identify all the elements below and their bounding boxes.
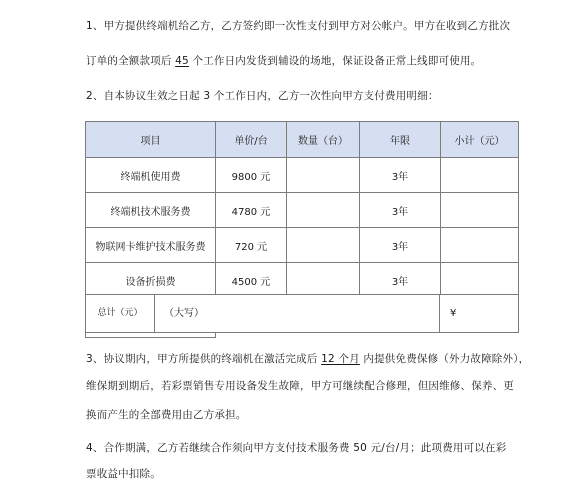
header-price: 单价/台: [216, 122, 287, 158]
cell-price: 720 元: [216, 228, 287, 263]
clause-4-line-2: 票收益中扣除。: [86, 468, 161, 480]
clause-3-line-3: 换而产生的全部费用由乙方承担。: [86, 409, 247, 421]
table-row: [86, 228, 519, 263]
cell-item: 物联网卡维护技术服务费: [86, 228, 216, 263]
header-qty: 数量（台）: [287, 122, 360, 158]
cell-item: 终端机使用费: [86, 158, 216, 193]
cell-subtotal: [441, 158, 519, 193]
cell-qty: [287, 263, 360, 298]
clause-3-line-1: [86, 345, 530, 373]
clause-3-text-b: 内提供免费保修（外力故障除外），: [363, 353, 530, 365]
cell-years: 3年: [360, 228, 441, 263]
cell-price: 4500 元: [216, 263, 287, 298]
total-row-overlay: [85, 294, 519, 333]
clause-1-text-a: 订单的全额款项后: [86, 55, 172, 67]
clause-1-line-1: 1、甲方提供终端机给乙方，乙方签约即一次性支付到甲方对公帐户。甲方在收到乙方批次: [86, 20, 511, 32]
table-row: [86, 158, 519, 193]
table-row: [86, 263, 519, 298]
clause-3-text-a: 3、协议期内，甲方所提供的终端机在激活完成后: [86, 353, 318, 365]
clause-1-line-2: [86, 47, 506, 75]
clause-4-line-1: 4、合作期满，乙方若继续合作须向甲方支付技术服务费 50 元/台/月；此项费用可以在彩: [86, 442, 507, 454]
table-row: [86, 193, 519, 228]
total-label: 总计（元）: [86, 295, 155, 332]
clause-3-line-2: 维保期到期后，若彩票销售专用设备发生故障，甲方可继续配合修理，但因维修、保养、更: [86, 380, 514, 392]
clause-2: 2、自本协议生效之日起 3 个工作日内，乙方一次性向甲方支付费用明细：: [86, 90, 439, 102]
cell-subtotal: [441, 193, 519, 228]
total-daxie: （大写）: [154, 295, 440, 332]
table-header-row: [86, 122, 519, 158]
cell-qty: [287, 228, 360, 263]
cell-price: 4780 元: [216, 193, 287, 228]
cell-item: 设备折损费: [86, 263, 216, 298]
cell-years: 3年: [360, 263, 441, 298]
header-item: 项目: [86, 122, 216, 158]
cell-price: 9800 元: [216, 158, 287, 193]
clause-1-text-b: 个工作日内发货到辅设的场地，保证设备正常上线即可使用。: [192, 55, 482, 67]
header-years: 年限: [360, 122, 441, 158]
cell-subtotal: [441, 228, 519, 263]
cell-qty: [287, 158, 360, 193]
total-yen: ¥: [450, 308, 457, 319]
cell-item: 终端机技术服务费: [86, 193, 216, 228]
clause-3-term: 12 个月: [321, 353, 360, 365]
cell-years: 3年: [360, 193, 441, 228]
cell-subtotal: [441, 263, 519, 298]
clause-1-days: 45: [175, 55, 189, 67]
header-subtotal: 小计（元）: [441, 122, 519, 158]
cell-qty: [287, 193, 360, 228]
cell-years: 3年: [360, 158, 441, 193]
